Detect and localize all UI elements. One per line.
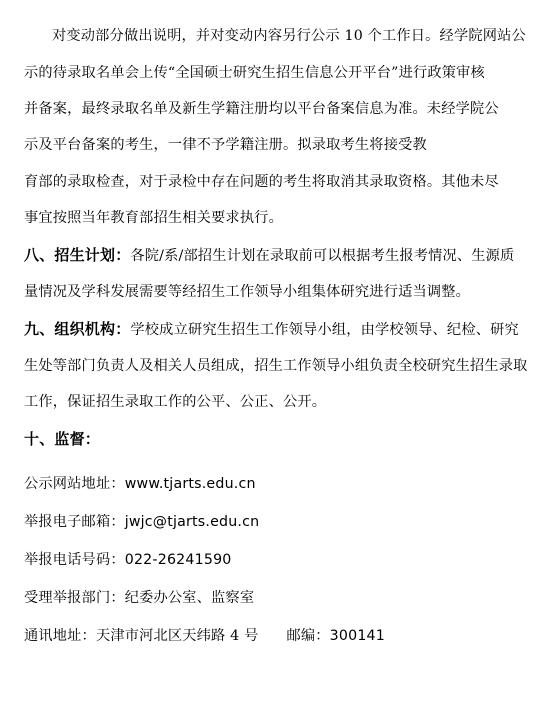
paragraph-line: 对变动部分做出说明，并对变动内容另行公示 10 个工作日。经学院网站公 [52,28,526,44]
paragraph-line: 育部的录取检查，对于录检中存在问题的考生将取消其录取资格。其他未尽 [24,174,499,190]
paragraph-text: 学校成立研究生招生工作领导小组，由学校领导、纪检、研究 [130,322,519,338]
section-10-heading: 十、监督： [24,430,101,448]
department-value: 纪委办公室、监察室 [124,590,255,606]
address-value: 天津市河北区天纬路 4 号 [95,628,259,644]
contact-label: 公示网站地址： [24,476,125,492]
website-link[interactable]: www.tjarts.edu.cn [124,476,256,492]
paragraph-line: 工作，保证招生录取工作的公平、公正、公开。 [24,394,327,410]
section-8-heading: 八、招生计划： [24,246,131,264]
paragraph-line: 并备案，最终录取名单及新生学籍注册均以平台备案信息为准。未经学院公 [24,101,499,117]
contact-website [24,473,534,495]
section-9-first-line [24,318,534,341]
contact-department [24,587,534,609]
section-9-heading: 九、组织机构： [24,320,131,338]
email-link[interactable]: jwjc@tjarts.edu.cn [124,514,260,530]
paragraph-text: 各院/系/部招生计划在录取前可以根据考生报考情况、生源质 [130,248,515,264]
paragraph-line: 生处等部门负责人及相关人员组成，招生工作领导小组负责全校研究生招生录取 [24,358,528,374]
contact-label: 举报电话号码： [24,552,125,568]
section-8-first-line [24,244,534,267]
postcode-value: 300141 [329,628,386,644]
contact-phone [24,549,534,571]
contact-email [24,511,534,533]
paragraph-line: 示及平台备案的考生，一律不予学籍注册。拟录取考生将接受教 [24,137,427,153]
contact-label: 通讯地址： [24,628,96,644]
phone-value: 022-26241590 [124,552,232,568]
paragraph-line: 事宜按照当年教育部招生相关要求执行。 [24,210,283,226]
contact-label: 举报电子邮箱： [24,514,125,530]
paragraph-line: 示的待录取名单会上传“全国硕士研究生招生信息公开平台”进行政策审核 [24,65,485,81]
contact-address [24,625,534,647]
postcode-label: 邮编： [286,628,330,644]
paragraph-line: 量情况及学科发展需要等经招生工作领导小组集体研究进行适当调整。 [24,284,471,300]
contact-label: 受理举报部门： [24,590,125,606]
